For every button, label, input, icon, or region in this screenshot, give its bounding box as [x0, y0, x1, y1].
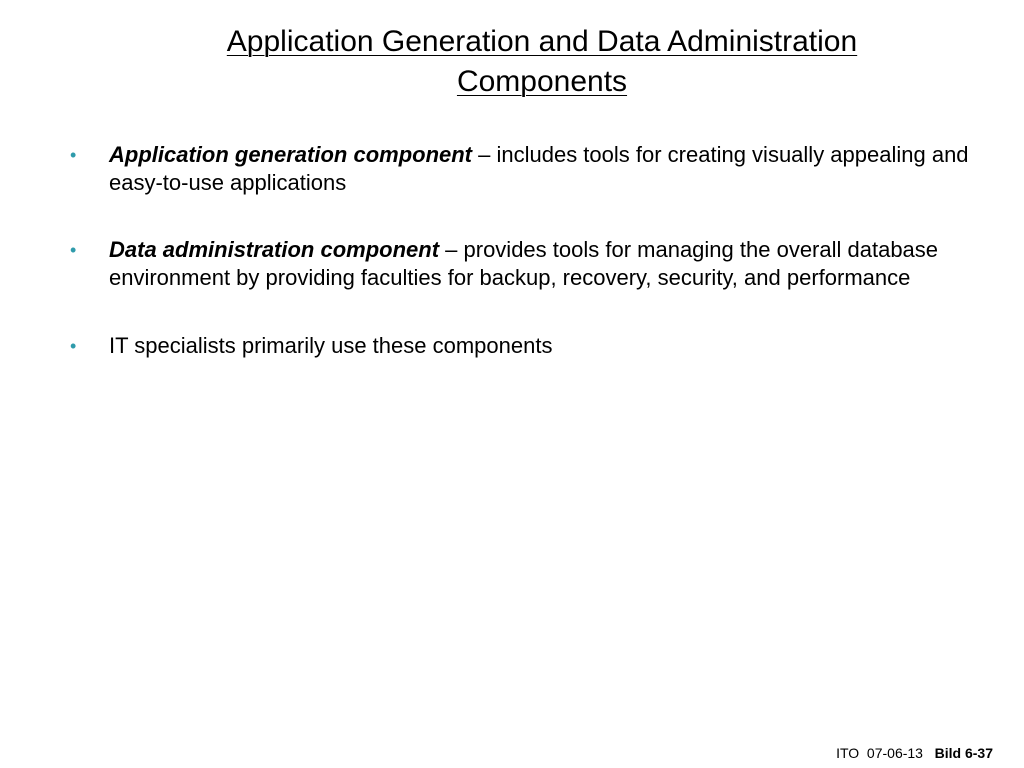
- bullet-dot-icon: •: [70, 145, 77, 165]
- bullet-item-application-generation: [70, 141, 970, 197]
- bullet-term: Data administration component: [109, 237, 440, 262]
- footer-slide-number: Bild 6-37: [934, 745, 993, 761]
- bullet-item-data-administration: [70, 236, 970, 292]
- bullet-dot-icon: •: [70, 336, 77, 356]
- slide-title-line-2: Components: [456, 65, 628, 98]
- bullet-text: – includes tools for creating visually appealing and easy-to-use applications: [109, 142, 969, 195]
- bullet-dot-icon: •: [70, 240, 77, 260]
- slide-footer: [836, 744, 993, 762]
- bullet-item-it-specialists: [70, 332, 970, 360]
- bullet-term: Application generation component: [109, 142, 473, 167]
- bullet-text: – provides tools for managing the overall database environment by providing faculties for backup, recovery, security, and performance: [109, 237, 939, 290]
- bullet-text: IT specialists primarily use these components: [109, 333, 553, 358]
- bullet-list: [70, 141, 970, 399]
- footer-date: 07-06-13: [866, 745, 923, 761]
- footer-course: ITO: [836, 745, 860, 761]
- slide-title: [150, 22, 934, 102]
- slide-title-line-1: Application Generation and Data Administration: [226, 25, 858, 58]
